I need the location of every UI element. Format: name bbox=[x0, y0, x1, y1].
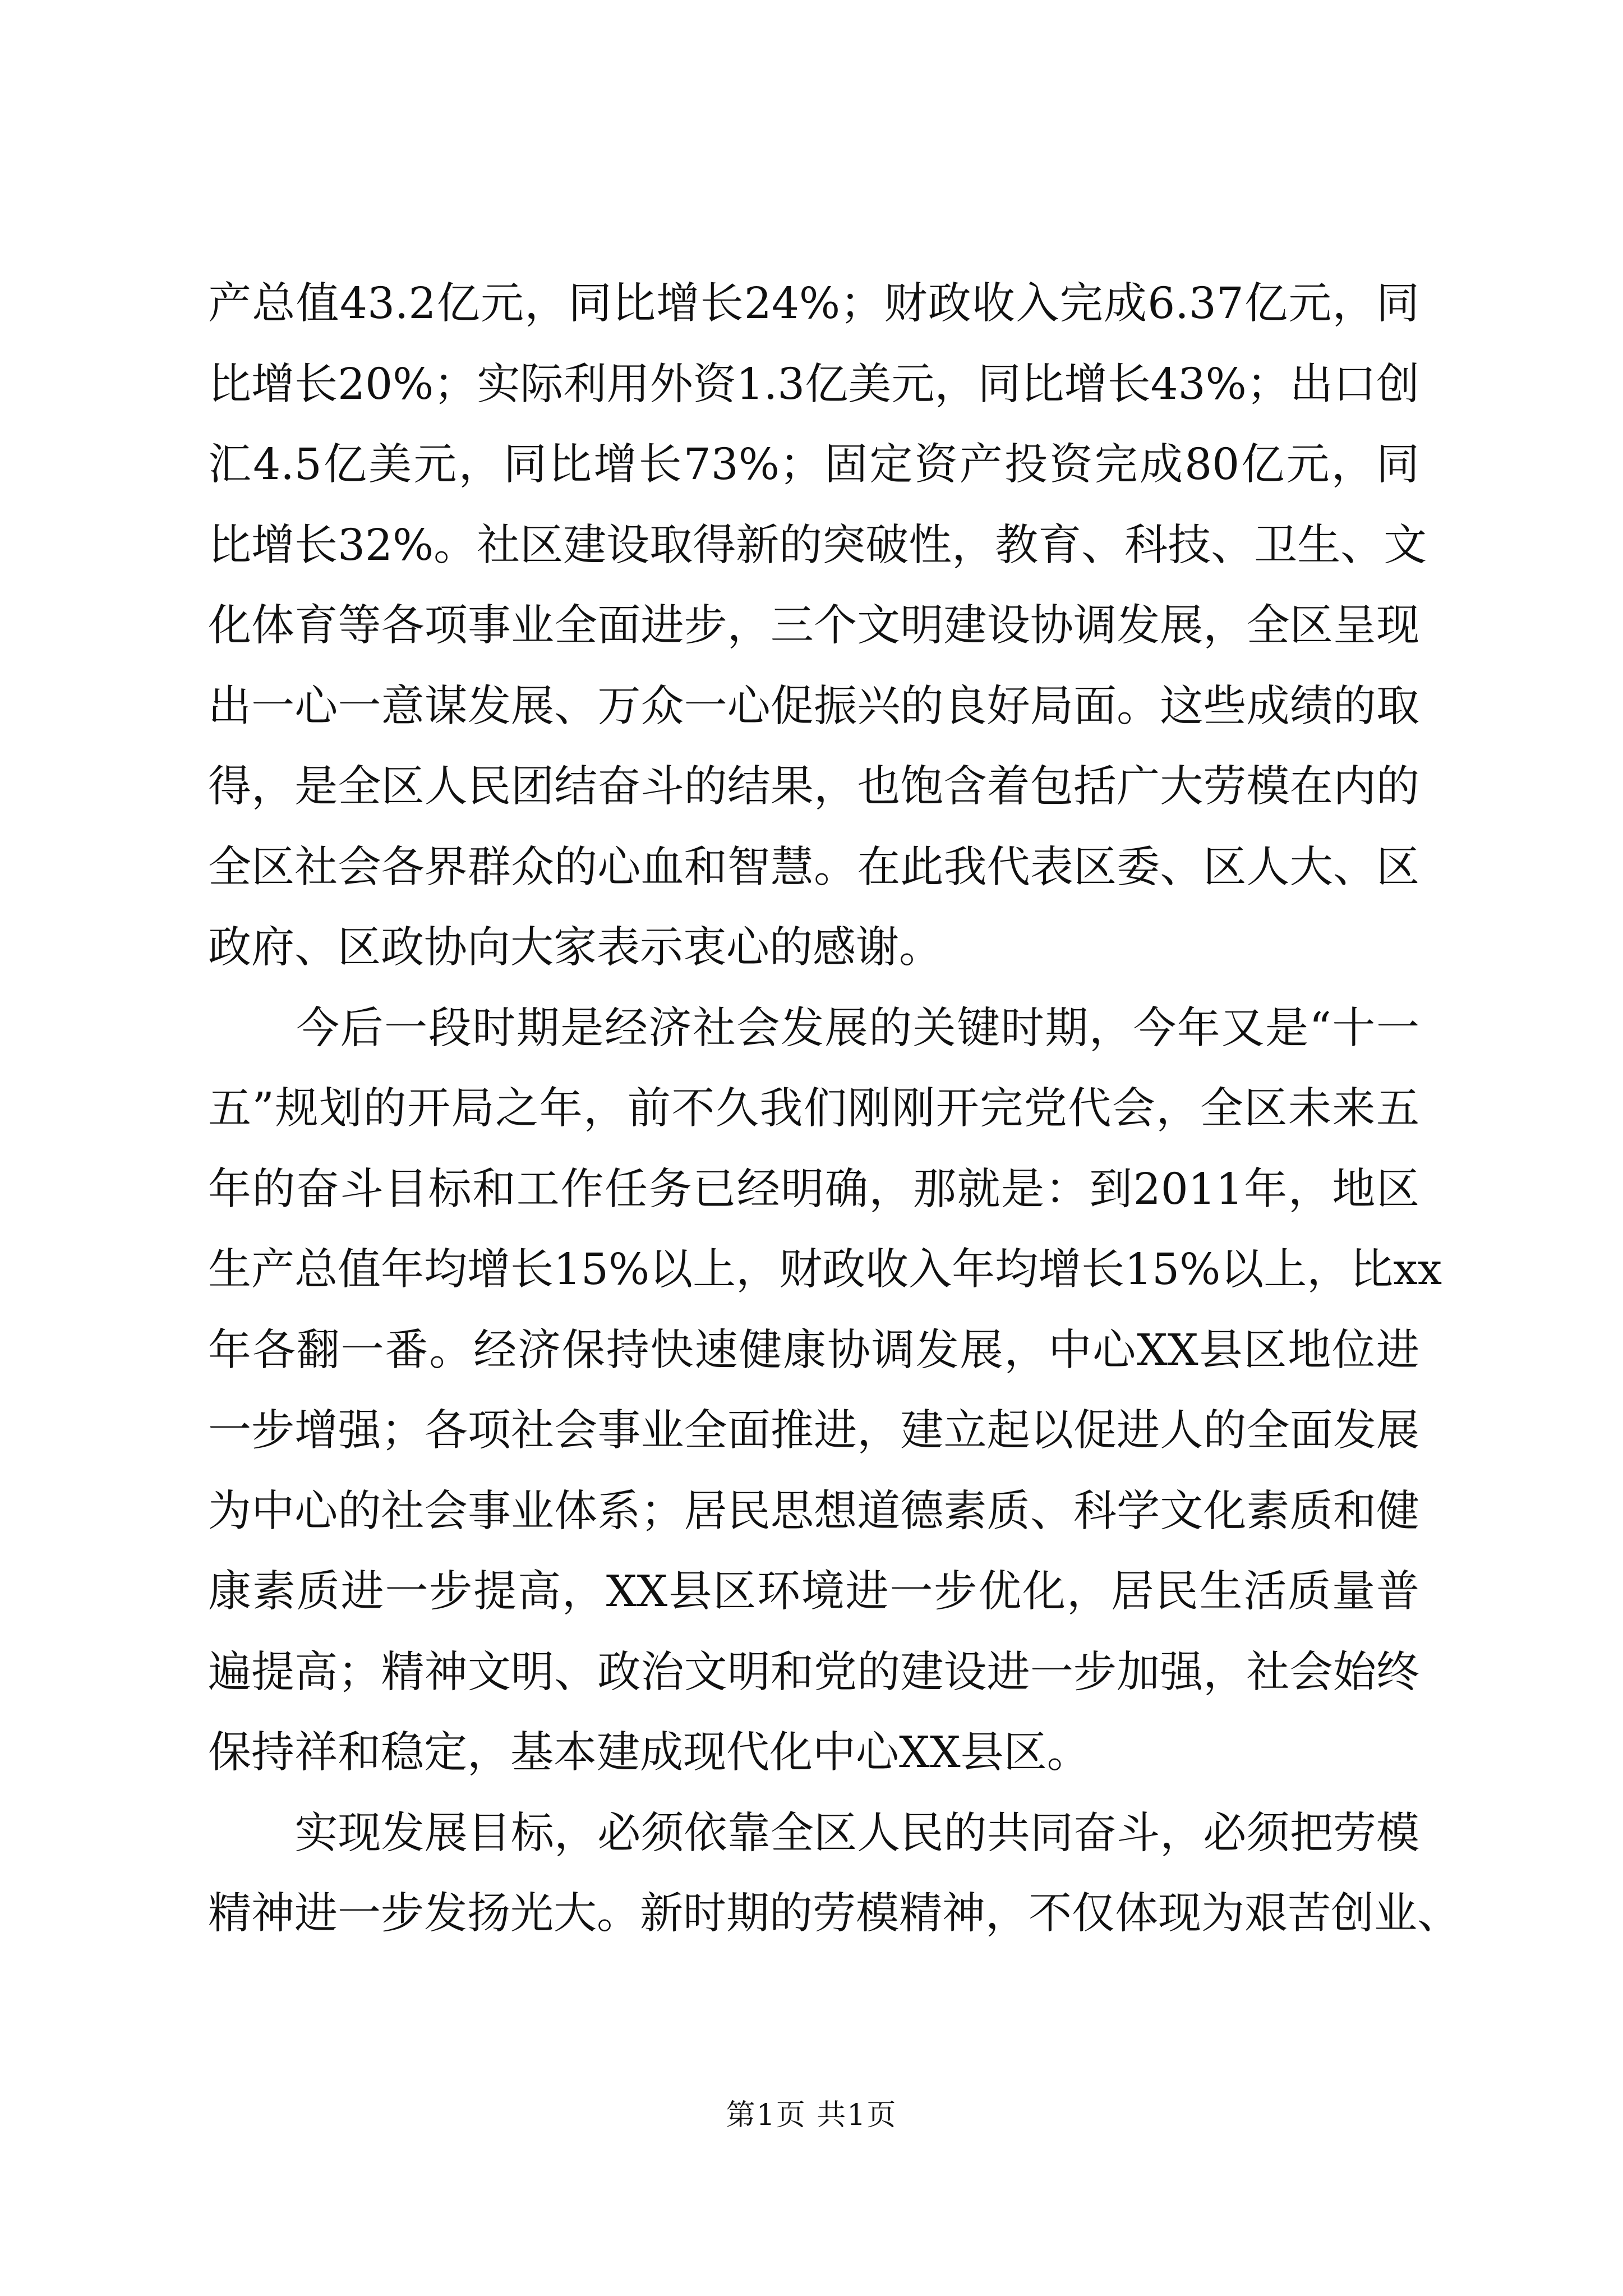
text-line: 保持祥和稳定，基本建成现代化中心XX县区。 bbox=[208, 1728, 1090, 1778]
paragraph-3 bbox=[208, 1793, 1460, 1954]
text-line: 比增长32%。社区建设取得新的突破性，教育、科技、卫生、文 bbox=[208, 520, 1427, 570]
text-line: 年的奋斗目标和工作任务已经明确，那就是：到2011年，地区 bbox=[208, 1164, 1419, 1214]
text-line: 出一心一意谋发展、万众一心促振兴的良好局面。这些成绩的取 bbox=[208, 681, 1419, 731]
text-line: 康素质进一步提高，XX县区环境进一步优化，居民生活质量普 bbox=[208, 1567, 1419, 1617]
text-line: 年各翻一番。经济保持快速健康协调发展，中心XX县区地位进 bbox=[208, 1325, 1419, 1375]
text-line: 得，是全区人民团结奋斗的结果，也饱含着包括广大劳模在内的 bbox=[208, 762, 1419, 812]
text-line: 全区社会各界群众的心血和智慧。在此我代表区委、区人大、区 bbox=[208, 842, 1419, 892]
text-line: 汇4.5亿美元，同比增长73%；固定资产投资完成80亿元，同 bbox=[208, 440, 1419, 490]
paragraph-1 bbox=[208, 264, 1427, 988]
paragraph-2 bbox=[208, 988, 1442, 1793]
text-line: 遍提高；精神文明、政治文明和党的建设进一步加强，社会始终 bbox=[208, 1647, 1419, 1697]
text-line: 化体育等各项事业全面进步，三个文明建设协调发展，全区呈现 bbox=[208, 601, 1419, 651]
text-line: 产总值43.2亿元，同比增长24%；财政收入完成6.37亿元，同 bbox=[208, 279, 1419, 329]
text-line: 比增长20%；实际利用外资1.3亿美元，同比增长43%；出口创 bbox=[208, 359, 1419, 409]
document-body bbox=[208, 264, 1460, 1954]
text-line: 精神进一步发扬光大。新时期的劳模精神，不仅体现为艰苦创业、 bbox=[208, 1889, 1460, 1939]
text-line: 生产总值年均增长15%以上，财政收入年均增长15%以上，比xx bbox=[208, 1245, 1442, 1295]
text-line: 为中心的社会事业体系；居民思想道德素质、科学文化素质和健 bbox=[208, 1486, 1419, 1536]
text-line: 政府、区政协向大家表示衷心的感谢。 bbox=[208, 923, 942, 973]
text-line: 实现发展目标，必须依靠全区人民的共同奋斗，必须把劳模 bbox=[208, 1808, 1419, 1858]
text-line: 五”规划的开局之年，前不久我们刚刚开完党代会，全区未来五 bbox=[208, 1084, 1419, 1134]
page-number-footer: 第1页 共1页 bbox=[726, 2099, 897, 2132]
text-line: 今后一段时期是经济社会发展的关键时期，今年又是“十一 bbox=[208, 1003, 1419, 1053]
text-line: 一步增强；各项社会事业全面推进，建立起以促进人的全面发展 bbox=[208, 1406, 1419, 1456]
